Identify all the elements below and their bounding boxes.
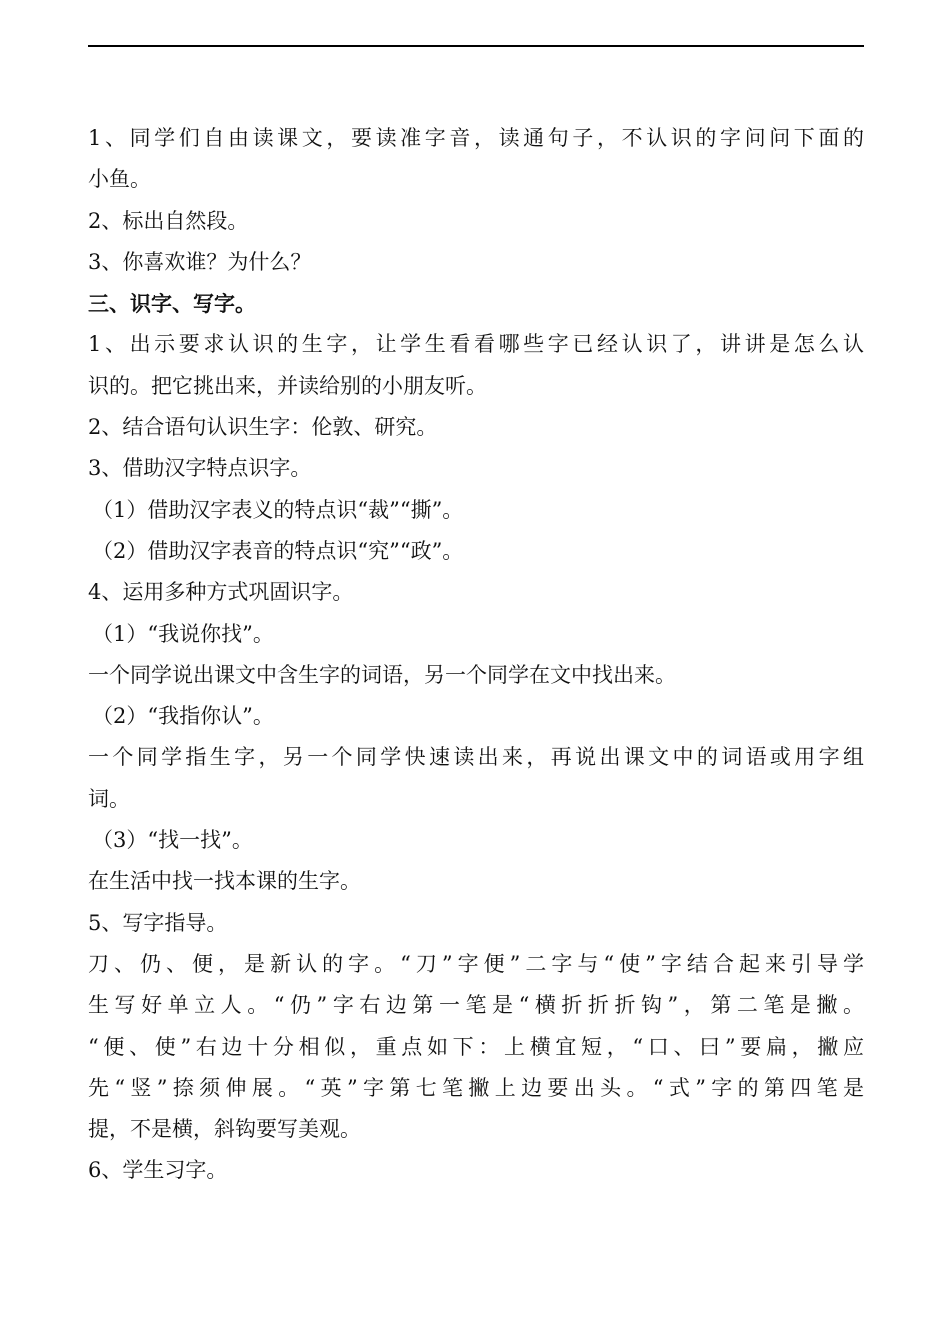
header-rule [88, 45, 864, 47]
text-line: 提，不是横，斜钩要写美观。 [88, 1117, 361, 1142]
text-line: 2、标出自然段。 [88, 208, 249, 233]
sub-item: （2）借助汉字表音的特点识“究”“政”。 [92, 538, 464, 563]
text-line: “便、使”右边十分相似，重点如下：上横宜短，“口、曰”要扁，撇应 [88, 1034, 864, 1059]
text-line: 2、结合语句认识生字：伦敦、研究。 [88, 415, 438, 440]
sub-item: （3）“找一找”。 [92, 828, 253, 853]
text-line: 6、学生习字。 [88, 1158, 228, 1183]
text-line: 一个同学指生字，另一个同学快速读出来，再说出课文中的词语或用字组 [88, 745, 864, 770]
text-line: 5、写字指导。 [88, 910, 228, 935]
text-line: 生写好单立人。“仍”字右边第一笔是“横折折折钩”，第二笔是撇。 [88, 993, 864, 1018]
text-line: 一个同学说出课文中含生字的词语，另一个同学在文中找出来。 [88, 662, 676, 687]
text-line: 1、出示要求认识的生字，让学生看看哪些字已经认识了，讲讲是怎么认 [88, 332, 864, 357]
text-line: 小鱼。 [88, 167, 151, 192]
text-line: 先“竖”捺须伸展。“英”字第七笔撇上边要出头。“式”字的第四笔是 [88, 1075, 864, 1100]
text-line: 1、同学们自由读课文，要读准字音，读通句子，不认识的字问问下面的 [88, 126, 864, 150]
text-line: 4、运用多种方式巩固识字。 [88, 580, 354, 605]
text-line: 3、借助汉字特点识字。 [88, 456, 312, 481]
sub-item: （1）“我说你找”。 [92, 621, 274, 646]
text-line: 3、你喜欢谁？为什么？ [88, 249, 312, 274]
sub-item: （2）“我指你认”。 [92, 704, 274, 729]
sub-item: （1）借助汉字表义的特点识“裁”“撕”。 [92, 497, 464, 522]
text-line: 在生活中找一找本课的生字。 [88, 869, 361, 894]
text-line: 识的。把它挑出来，并读给别的小朋友听。 [88, 373, 487, 398]
text-line: 刀、仍、便，是新认的字。“刀”字便”二字与“使”字结合起来引导学 [88, 951, 864, 976]
text-line: 词。 [88, 786, 130, 811]
document-body [88, 118, 864, 1192]
section-heading: 三、识字、写字。 [88, 291, 256, 317]
